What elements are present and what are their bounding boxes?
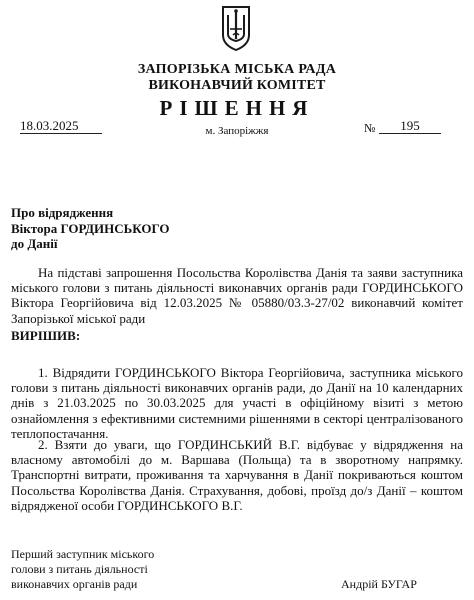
decision-item-2: 2. Взяти до уваги, що ГОРДИНСЬКИЙ В.Г. відбуває у відрядження на власному автомобілі до м. Варшава (Польща) та в зворотному напрямку. Транспортні витрати, проживання та харчування в Данії покриваються коштом Посольства Королівства Данія. Страхування, добові, проїзд до/з Данії – коштом відрядженої особи ГОРДИНСЬКОГО В.Г. — [11, 437, 463, 513]
signer-position-line: Перший заступник міського — [11, 547, 155, 561]
subject-line: Про відрядження — [11, 205, 114, 220]
decision-date: 18.03.2025 — [20, 118, 79, 133]
signer-position-line: голови з питань діяльності — [11, 562, 148, 576]
signer-position-line: виконавчих органів ради — [11, 577, 138, 591]
committee-name: ВИКОНАВЧИЙ КОМІТЕТ — [148, 78, 326, 93]
decision-number: 195 — [400, 118, 420, 133]
preamble-paragraph: На підставі запрошення Посольства Королівства Данія та заяви заступника міського голови з питань діяльності виконавчих органів ради ГОРДИНСЬКОГО Віктора Георгійовича від 12.03.2025 № 05880/03.3-27/02 виконавчий комітет Запорізької міської ради — [11, 265, 463, 326]
city-name: м. Запоріжжя — [205, 125, 269, 137]
decision-subject — [11, 205, 170, 252]
subject-line: до Данії — [11, 236, 58, 251]
decision-item-1: 1. Відрядити ГОРДИНСЬКОГО Віктора Георгійовича, заступника міського голови з питань діяльності виконавчих органів ради, до Данії на 10 календарних днів з 21.03.2025 по 30.03.2025 для участі в офіційному візиті з метою ознайомлення з ефективними системними рішеннями в секторі централізованого теплопостачання. — [11, 365, 463, 441]
document-type-title: РІШЕННЯ — [159, 96, 315, 120]
council-name: ЗАПОРІЗЬКА МІСЬКА РАДА — [137, 62, 337, 77]
resolved-heading — [11, 328, 80, 343]
signer-position — [11, 547, 154, 592]
trident-coat-of-arms-icon — [221, 5, 251, 51]
subject-line: Віктора ГОРДИНСЬКОГО — [11, 220, 170, 236]
number-label: № — [364, 121, 376, 135]
signer-name: Андрій БУГАР — [341, 577, 417, 591]
decision-number-field — [379, 118, 441, 134]
resolved-colon: : — [75, 328, 81, 343]
resolved-word: ВИРІШИВ — [11, 328, 76, 343]
